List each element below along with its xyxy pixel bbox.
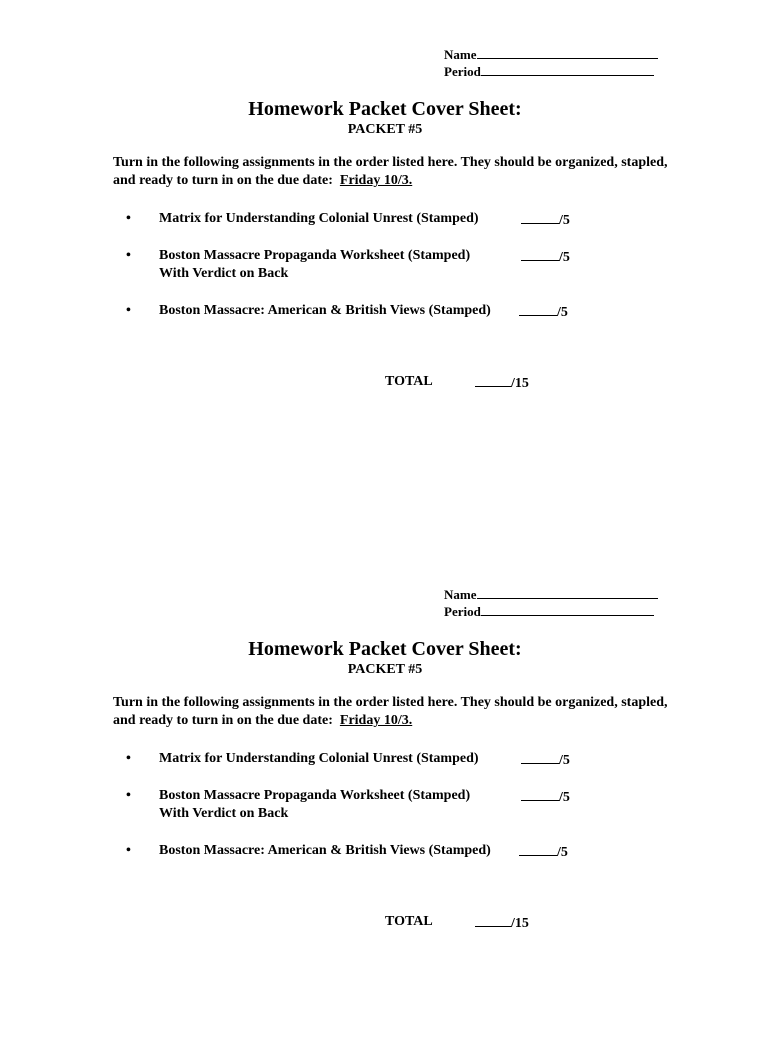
instructions-text: Turn in the following assignments in the order listed here. They should be organized, stapled, and ready to turn in on the due date:: [113, 695, 668, 728]
instructions: [113, 694, 673, 730]
name-line: [444, 587, 658, 603]
assignment-score: [519, 842, 568, 862]
bullet: •: [126, 788, 131, 803]
name-line: [444, 47, 658, 63]
total-score: [475, 373, 529, 393]
assignment-name: Boston Massacre: American & British Views (Stamped): [159, 843, 491, 858]
score-blank: [521, 247, 559, 261]
total-max: /15: [511, 916, 529, 931]
packet-number: PACKET #5: [347, 662, 423, 677]
packet-number: PACKET #5: [347, 122, 423, 137]
period-line: [444, 604, 654, 620]
score-max: /5: [559, 250, 570, 265]
assignment-score: [519, 302, 568, 322]
period-line: [444, 64, 654, 80]
instructions-text: Turn in the following assignments in the order listed here. They should be organized, stapled, and ready to turn in on the due date:: [113, 155, 668, 188]
bullet: •: [126, 211, 131, 226]
bullet: •: [126, 751, 131, 766]
score-blank: [519, 302, 557, 316]
score-max: /5: [559, 753, 570, 768]
score-max: /5: [559, 213, 570, 228]
assignment-name: Matrix for Understanding Colonial Unrest (Stamped): [159, 211, 479, 226]
assignment-score: [521, 210, 570, 230]
cover-sheet-bottom: [0, 540, 770, 1040]
assignment-score: [521, 247, 570, 267]
total-score: [475, 913, 529, 933]
score-blank: [521, 750, 559, 764]
score-max: /5: [557, 305, 568, 320]
name-label: Name: [444, 587, 477, 602]
total-max: /15: [511, 376, 529, 391]
cover-sheet-top: [0, 0, 770, 500]
total-label: TOTAL: [385, 914, 433, 929]
period-blank: [481, 604, 654, 616]
period-label: Period: [444, 604, 481, 619]
score-blank: [519, 842, 557, 856]
sheet-title: Homework Packet Cover Sheet:: [248, 638, 522, 660]
assignment-note: With Verdict on Back: [159, 266, 289, 281]
due-date: Friday 10/3.: [339, 713, 413, 728]
period-label: Period: [444, 64, 481, 79]
name-label: Name: [444, 47, 477, 62]
assignment-name: Boston Massacre: American & British Views (Stamped): [159, 303, 491, 318]
total-blank: [475, 373, 511, 387]
score-blank: [521, 210, 559, 224]
bullet: •: [126, 843, 131, 858]
assignment-name: Boston Massacre Propaganda Worksheet (Stamped) With Verdict on Back: [159, 248, 471, 281]
assignment-name: Matrix for Understanding Colonial Unrest (Stamped): [159, 751, 479, 766]
score-blank: [521, 787, 559, 801]
total-blank: [475, 913, 511, 927]
instructions: [113, 154, 673, 190]
assignment-score: [521, 787, 570, 807]
sheet-title: Homework Packet Cover Sheet:: [248, 98, 522, 120]
name-blank: [477, 587, 658, 599]
bullet: •: [126, 303, 131, 318]
assignment-note: With Verdict on Back: [159, 806, 289, 821]
due-date: Friday 10/3.: [339, 173, 413, 188]
assignment-name: Boston Massacre Propaganda Worksheet (Stamped) With Verdict on Back: [159, 788, 471, 821]
score-max: /5: [557, 845, 568, 860]
bullet: •: [126, 248, 131, 263]
name-blank: [477, 47, 658, 59]
total-label: TOTAL: [385, 374, 433, 389]
assignment-score: [521, 750, 570, 770]
score-max: /5: [559, 790, 570, 805]
period-blank: [481, 64, 654, 76]
